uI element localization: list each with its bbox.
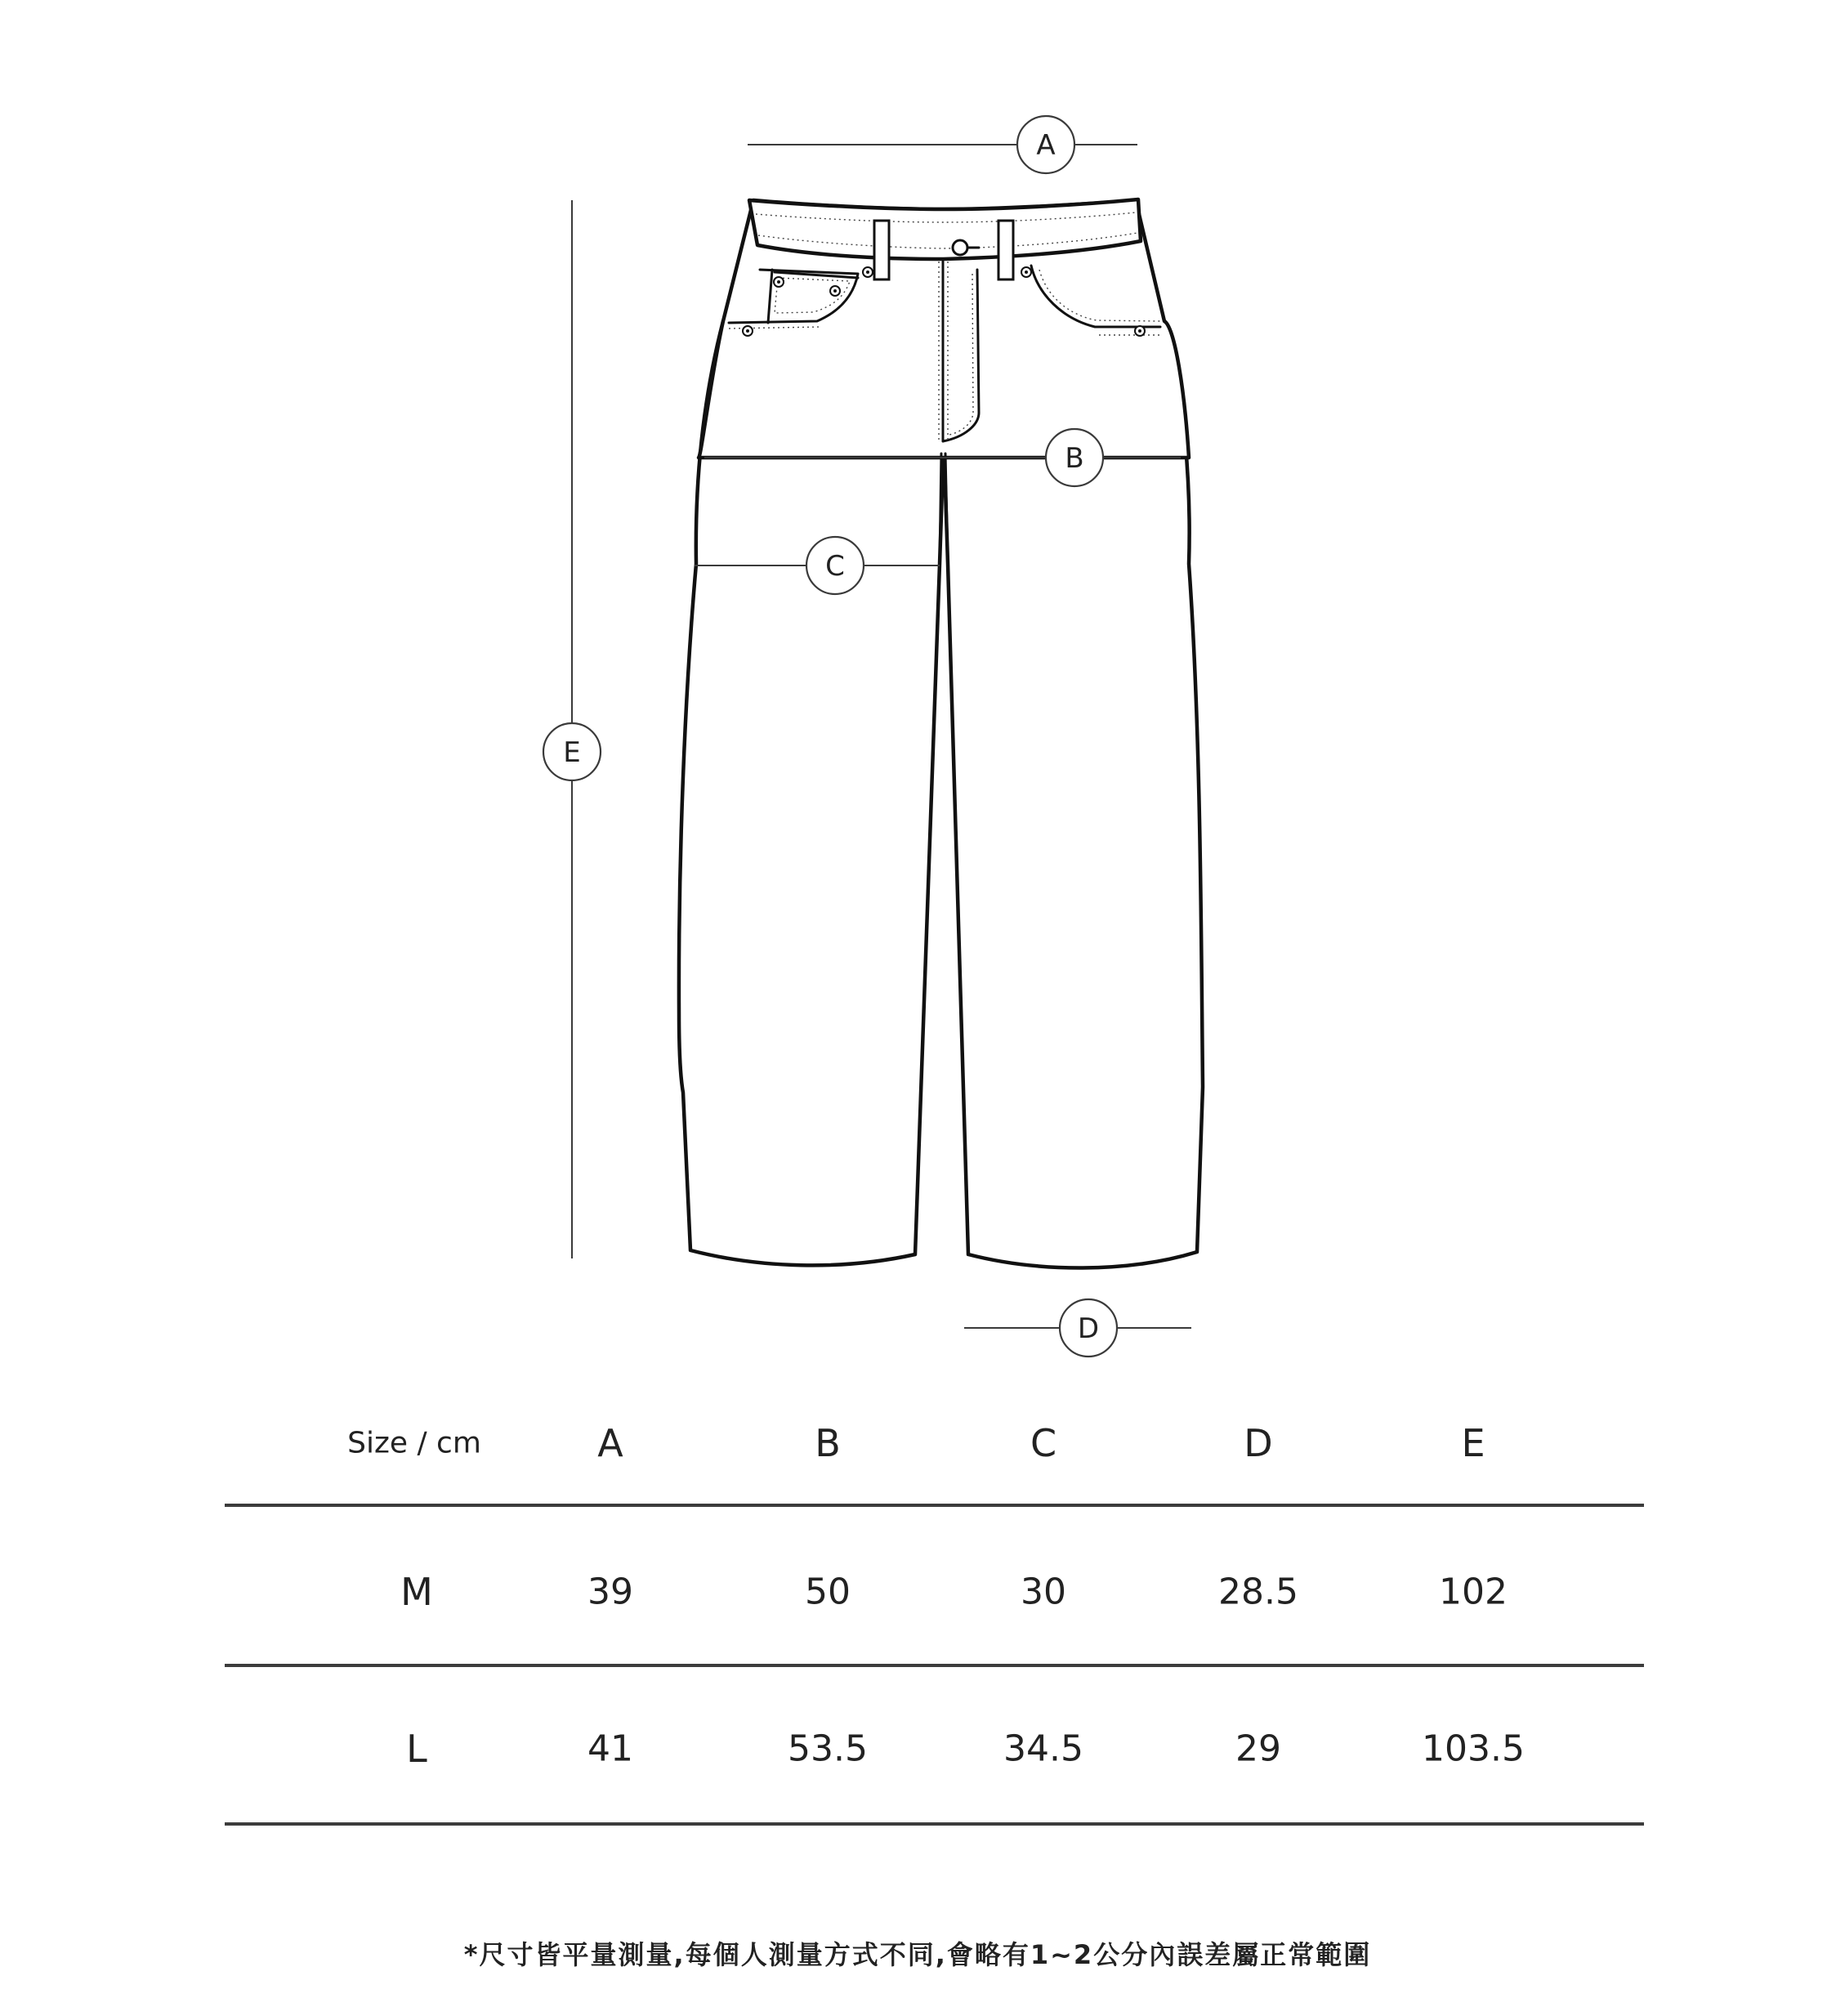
svg-text:B: B [1065, 442, 1084, 475]
table-cell: 50 [805, 1571, 851, 1613]
belt-loop-left [874, 221, 889, 279]
table-cell: 29 [1235, 1728, 1281, 1770]
table-cell: 102 [1439, 1571, 1508, 1613]
table-rule-middle [225, 1664, 1644, 1667]
table-cell: 30 [1021, 1571, 1066, 1613]
marker-e [543, 723, 601, 780]
table-cell: 53.5 [788, 1728, 868, 1770]
table-cell: 34.5 [1003, 1728, 1083, 1770]
table-cell: 103.5 [1422, 1728, 1525, 1770]
marker-d [1060, 1299, 1117, 1357]
waistband [749, 199, 1141, 259]
table-rule-top [225, 1504, 1644, 1507]
marker-b [1046, 429, 1103, 486]
table-cell: 41 [587, 1728, 633, 1770]
table-cell: 39 [587, 1571, 633, 1613]
size-label: M [400, 1570, 433, 1614]
svg-text:A: A [1036, 129, 1056, 162]
marker-a [1017, 116, 1074, 173]
belt-loop-right [998, 221, 1013, 279]
table-cell: 28.5 [1218, 1571, 1298, 1613]
table-rule-bottom [225, 1822, 1644, 1826]
marker-c [806, 537, 864, 594]
size-label: L [406, 1727, 427, 1771]
size-unit-header: Size / cm [347, 1426, 481, 1460]
column-header-a: A [597, 1421, 623, 1465]
column-header-d: D [1244, 1421, 1273, 1465]
svg-text:D: D [1077, 1312, 1100, 1345]
column-header-b: B [815, 1421, 841, 1465]
measurement-note: *尺寸皆平量測量,每個人測量方式不同,會略有1~2公分內誤差屬正常範圍 [463, 1939, 1372, 1970]
column-header-c: C [1030, 1421, 1057, 1465]
svg-text:E: E [563, 736, 581, 769]
svg-text:C: C [825, 550, 845, 583]
column-header-e: E [1461, 1421, 1485, 1465]
button-icon [953, 240, 967, 255]
